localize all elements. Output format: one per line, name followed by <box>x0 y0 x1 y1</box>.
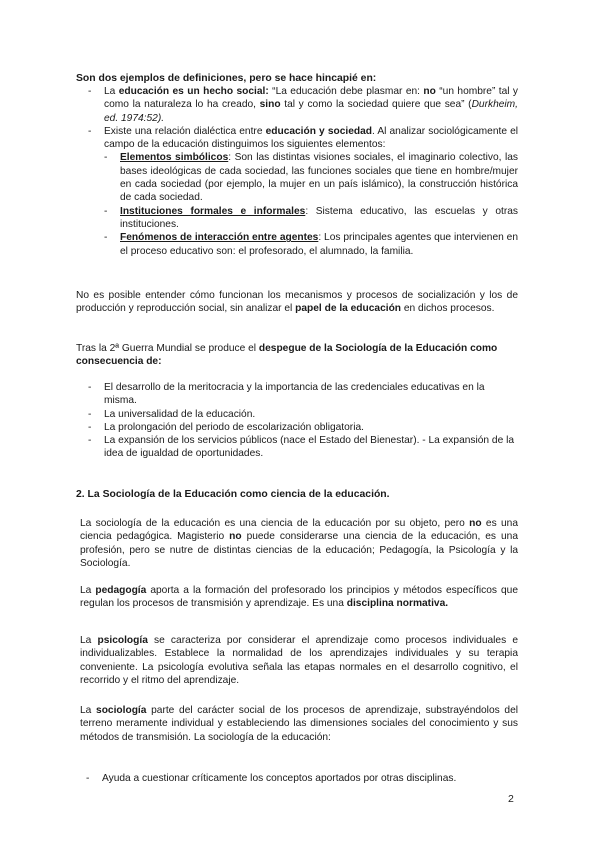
consecuencias-list <box>88 381 518 461</box>
paragraph-pedagogia: La pedagogía aporta a la formación del profesorado los principios y métodos específicos que regulan los procesos de transmisión y aprendizaje. Es una disciplina normativa. <box>80 585 518 610</box>
paragraph-sociologia-ciencia: La sociología de la educación es una ciencia de la educación por su objeto, pero no es una ciencia pedagógica. Magisterio no puede considerarse una ciencia de la educación, es una profesión, pero se nutre de distintas ciencias de la educación; Pedagogía, la Psicología y la Sociología. <box>80 518 518 569</box>
list-item: - Ayuda a cuestionar críticamente los conceptos aportados por otras disciplinas. <box>86 773 457 784</box>
paragraph-socializacion: No es posible entender cómo funcionan los mecanismos y procesos de socialización y los de producción y reproducción social, sin analizar el papel de la educación en dichos procesos. <box>76 290 518 315</box>
list-item: - Existe una relación dialéctica entre educación y sociedad. Al analizar sociológicamente el campo de la educación distinguimos los siguientes elementos: - Elementos simbólicos: Son las distintas visiones sociales, el imaginario colectivo, las bases ideológicas de cada sociedad, las funciones sociales que tiene en hombre/mujer en cada sociedad (por ejemplo, la mujer en un país islámico), la construcción histórica de cada sociedad. - Instituciones formales e informales: Sistema educativo, las escuelas y otras instituciones. - Fenómenos de interacción entre agentes: Los principales agentes que intervienen en el proceso educativo son: el profesorado, el alumnado, la familia. <box>88 125 519 257</box>
sociologia-list <box>86 772 518 785</box>
list-item: - La educación es un hecho social: “La educación debe plasmar en: no “un hombre” tal y como la naturaleza lo ha creado, sino tal y como la sociedad quiere que sea” (Durkheim, ed. 1974:52). <box>88 86 518 124</box>
list-item: - La prolongación del periodo de escolarización obligatoria. <box>88 421 364 433</box>
list-item: - Instituciones formales e informales: Sistema educativo, las escuelas y otras instituciones. <box>104 205 518 230</box>
list-item: - El desarrollo de la meritocracia y la importancia de las credenciales educativas en la misma. <box>88 382 485 407</box>
paragraph-sociologia: La sociología parte del carácter social de los procesos de aprendizaje, substrayéndolos del terreno meramente individual y estableciendo las dimensiones sociales del conocimiento y sus métodos de transmisión. La sociología de la educación: <box>80 705 518 743</box>
list-item: - La universalidad de la educación. <box>88 408 256 420</box>
section-heading: 2. La Sociología de la Educación como ciencia de la educación. <box>76 489 390 500</box>
list-item: - La expansión de los servicios públicos (nace el Estado del Bienestar). - La expansión de la idea de igualdad de oportunidades. <box>88 435 515 460</box>
page-number: 2 <box>508 793 514 805</box>
elements-sublist <box>104 151 518 257</box>
intro-heading: Son dos ejemplos de definiciones, pero se hace hincapié en: <box>76 73 377 84</box>
list-item: - Fenómenos de interacción entre agentes: Los principales agentes que intervienen en el proceso educativo son: el profesorado, el alumnado, la familia. <box>104 232 518 257</box>
paragraph-guerra: Tras la 2ª Guerra Mundial se produce el despegue de la Sociología de la Educación como consecuencia de: <box>76 343 498 368</box>
intro-list <box>88 85 518 258</box>
paragraph-psicologia: La psicología se caracteriza por considerar el aprendizaje como procesos individuales e individualizables. Establece la normalidad de los aprendizajes individuales y su terapia conveniente. La psicología evolutiva señala las etapas normales en el desarrollo cognitivo, el recorrido y el ritmo del aprendizaje. <box>80 635 518 686</box>
list-item: - Elementos simbólicos: Son las distintas visiones sociales, el imaginario colectivo, las bases ideológicas de cada sociedad, las funciones sociales que tiene en hombre/mujer en cada sociedad (por ejemplo, la mujer en un país islámico), la construcción histórica de cada sociedad. <box>104 152 518 204</box>
